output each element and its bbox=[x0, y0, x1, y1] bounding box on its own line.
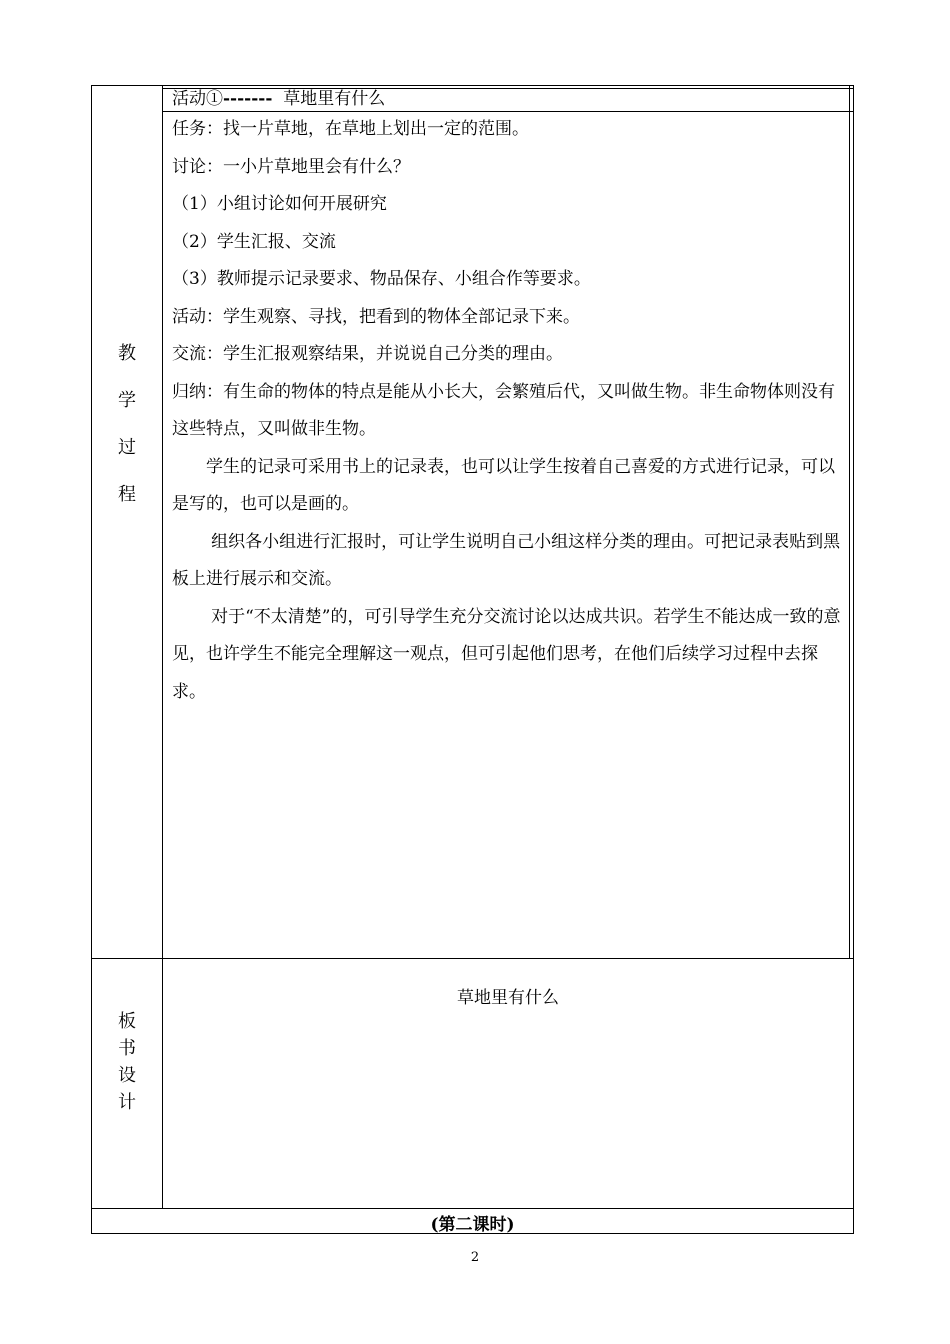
process-label-char: 程 bbox=[118, 484, 136, 505]
footer-divider bbox=[92, 1208, 853, 1209]
section-divider bbox=[92, 958, 853, 959]
activity-prefix: 活动① bbox=[172, 89, 223, 109]
lesson-period: (第二课时) bbox=[430, 1215, 515, 1235]
process-line: （2）学生汇报、交流 bbox=[172, 231, 336, 252]
board-label bbox=[92, 1008, 162, 1116]
summary-paragraph: 归纳：有生命的物体的特点是能从小长大，会繁殖后代，又叫做生物。非生命物体则没有这些特点，又叫做非生物。 bbox=[172, 381, 835, 439]
board-title: 草地里有什么 bbox=[457, 988, 559, 1008]
lesson-plan-table bbox=[91, 85, 854, 1234]
board-label-char: 计 bbox=[118, 1092, 136, 1113]
activity-title: 草地里有什么 bbox=[283, 89, 386, 109]
process-line: 交流：学生汇报观察结果，并说说自己分类的理由。 bbox=[172, 344, 563, 364]
activity-heading bbox=[172, 86, 385, 112]
board-label-char: 板 bbox=[118, 1011, 136, 1032]
board-label-char: 书 bbox=[118, 1038, 136, 1059]
right-inner-border bbox=[849, 86, 850, 958]
process-label-char: 教 bbox=[118, 343, 136, 364]
page-number: 2 bbox=[470, 1250, 480, 1265]
process-label-char: 学 bbox=[118, 390, 136, 411]
activity-dashes: ------- bbox=[223, 89, 273, 109]
board-label-char: 设 bbox=[118, 1065, 136, 1086]
note-paragraph: 学生的记录可采用书上的记录表，也可以让学生按着自己喜爱的方式进行记录，可以是写的，也可以是画的。 bbox=[172, 456, 835, 514]
process-label bbox=[92, 330, 162, 518]
process-content bbox=[172, 111, 844, 711]
process-line: 活动：学生观察、寻找，把看到的物体全部记录下来。 bbox=[172, 306, 580, 327]
process-line: （1）小组讨论如何开展研究 bbox=[172, 194, 387, 214]
process-line: 任务：找一片草地，在草地上划出一定的范围。 bbox=[172, 119, 529, 139]
note-paragraph: 组织各小组进行汇报时，可让学生说明自己小组这样分类的理由。可把记录表贴到黑板上进行展示和交流。 bbox=[172, 531, 841, 589]
process-line: （3）教师提示记录要求、物品保存、小组合作等要求。 bbox=[172, 269, 591, 289]
process-label-char: 过 bbox=[118, 437, 136, 458]
note-paragraph: 对于“不太清楚”的，可引导学生充分交流讨论以达成共识。若学生不能达成一致的意见，也许学生不能完全理解这一观点，但可引起他们思考，在他们后续学习过程中去探求。 bbox=[172, 606, 841, 702]
process-line: 讨论：一小片草地里会有什么？ bbox=[172, 156, 410, 177]
column-divider bbox=[162, 86, 163, 1209]
